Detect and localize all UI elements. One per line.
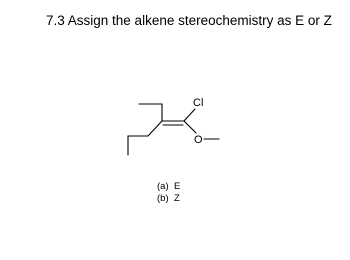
answer-option-b xyxy=(157,193,180,205)
answer-option-a xyxy=(157,181,180,193)
answer-option-id: (a) xyxy=(157,181,169,192)
bond-c-cl xyxy=(184,109,195,121)
answer-options xyxy=(157,181,180,205)
atom-label-oxygen: O xyxy=(194,134,203,146)
answer-option-label: E xyxy=(174,181,181,192)
answer-option-id: (b) xyxy=(157,193,169,204)
atom-label-chlorine: Cl xyxy=(193,97,204,109)
question-title: 7.3 Assign the alkene stereochemistry as E or Z xyxy=(46,13,332,28)
bond-propyl-1 xyxy=(148,121,162,136)
bond-c-o xyxy=(184,121,196,133)
answer-option-label: Z xyxy=(174,193,180,204)
